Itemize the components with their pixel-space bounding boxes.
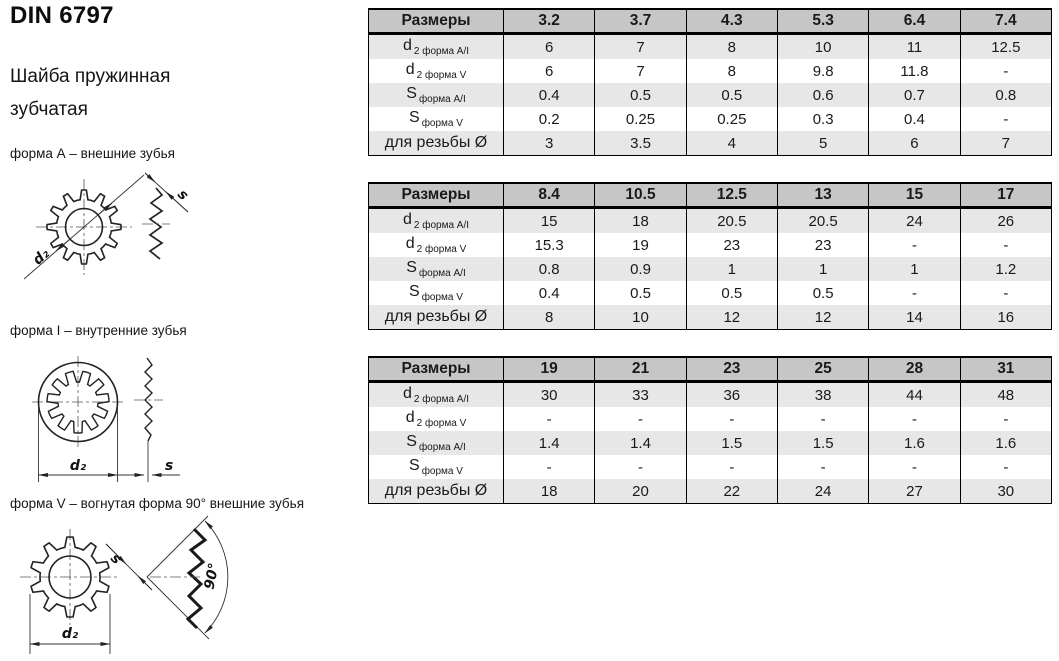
row-label: d $_{2 форма V}$: [369, 407, 504, 431]
value-cell: 33: [595, 382, 686, 408]
value-cell: -: [960, 59, 1051, 83]
value-cell: 14: [869, 305, 960, 330]
table-header-label: Размеры: [369, 9, 504, 34]
size-header: 31: [960, 357, 1051, 382]
row-label: d $_{2 форма V}$: [369, 59, 504, 83]
value-cell: 0.5: [595, 83, 686, 107]
cone-upper-edge: [147, 516, 208, 577]
size-header: 17: [960, 183, 1051, 208]
value-cell: 0.4: [869, 107, 960, 131]
size-header: 3.2: [504, 9, 595, 34]
row-label: d $_{2 форма А/I}$: [369, 208, 504, 234]
value-cell: 38: [777, 382, 868, 408]
size-header: 19: [504, 357, 595, 382]
table-row: [369, 479, 1052, 504]
s-arrow-lower: [138, 576, 152, 590]
value-cell: 23: [777, 233, 868, 257]
value-cell: 0.5: [777, 281, 868, 305]
value-cell: 0.5: [595, 281, 686, 305]
size-header: 12.5: [686, 183, 777, 208]
value-cell: -: [960, 407, 1051, 431]
value-cell: 7: [960, 131, 1051, 156]
angle-label: 90°: [201, 561, 223, 591]
size-header: 15: [869, 183, 960, 208]
value-cell: 19: [595, 233, 686, 257]
value-cell: 0.8: [960, 83, 1051, 107]
value-cell: 5: [777, 131, 868, 156]
table-row: [369, 305, 1052, 330]
value-cell: -: [869, 281, 960, 305]
table-row: [369, 131, 1052, 156]
table-row: [369, 208, 1052, 234]
row-label: для резьбы Ø: [369, 479, 504, 504]
size-header: 13: [777, 183, 868, 208]
value-cell: 1: [869, 257, 960, 281]
value-cell: 26: [960, 208, 1051, 234]
value-cell: 8: [686, 59, 777, 83]
value-cell: 9.8: [777, 59, 868, 83]
table-header-label: Размеры: [369, 357, 504, 382]
value-cell: 20.5: [686, 208, 777, 234]
s-dimension-label: s: [164, 458, 174, 474]
value-cell: -: [777, 455, 868, 479]
table-header-row: [369, 183, 1052, 208]
size-header: 7.4: [960, 9, 1051, 34]
value-cell: 18: [595, 208, 686, 234]
value-cell: 12.5: [960, 34, 1051, 60]
value-cell: 1: [686, 257, 777, 281]
value-cell: 0.9: [595, 257, 686, 281]
table-header-row: [369, 357, 1052, 382]
value-cell: -: [504, 455, 595, 479]
page-title: DIN 6797: [10, 2, 114, 29]
value-cell: -: [595, 407, 686, 431]
row-label: d $_{2 форма А/I}$: [369, 382, 504, 408]
value-cell: -: [686, 407, 777, 431]
row-label: S $_{форма А/I}$: [369, 431, 504, 455]
value-cell: 15: [504, 208, 595, 234]
value-cell: 0.25: [595, 107, 686, 131]
value-cell: 12: [686, 305, 777, 330]
row-label: для резьбы Ø: [369, 131, 504, 156]
value-cell: 18: [504, 479, 595, 504]
row-label: для резьбы Ø: [369, 305, 504, 330]
value-cell: 6: [504, 34, 595, 60]
row-label: S $_{форма V}$: [369, 281, 504, 305]
page-subtitle-line2: зубчатая: [10, 99, 88, 120]
dimensions-table-2: [368, 182, 1052, 330]
value-cell: 1: [777, 257, 868, 281]
value-cell: 24: [777, 479, 868, 504]
table-row: [369, 455, 1052, 479]
table-row: [369, 382, 1052, 408]
value-cell: 22: [686, 479, 777, 504]
value-cell: 4: [686, 131, 777, 156]
value-cell: 0.5: [686, 83, 777, 107]
table-row: [369, 34, 1052, 60]
value-cell: 6: [504, 59, 595, 83]
value-cell: 30: [504, 382, 595, 408]
value-cell: 1.4: [595, 431, 686, 455]
left-column: [0, 0, 365, 661]
d2-dimension-label: d₂: [29, 245, 53, 269]
value-cell: 11.8: [869, 59, 960, 83]
size-header: 23: [686, 357, 777, 382]
value-cell: 48: [960, 382, 1051, 408]
value-cell: 36: [686, 382, 777, 408]
size-header: 21: [595, 357, 686, 382]
table-row: [369, 59, 1052, 83]
value-cell: -: [595, 455, 686, 479]
row-label: S $_{форма V}$: [369, 107, 504, 131]
table-row: [369, 281, 1052, 305]
value-cell: 0.25: [686, 107, 777, 131]
d2-dimension-label: d₂: [61, 626, 79, 642]
value-cell: 15.3: [504, 233, 595, 257]
value-cell: 3: [504, 131, 595, 156]
value-cell: 10: [777, 34, 868, 60]
figure-a-drawing: [0, 166, 200, 326]
value-cell: -: [960, 233, 1051, 257]
value-cell: 1.5: [686, 431, 777, 455]
value-cell: -: [869, 407, 960, 431]
value-cell: 24: [869, 208, 960, 234]
value-cell: 20: [595, 479, 686, 504]
figure-v-drawing: [0, 514, 345, 661]
size-header: 6.4: [869, 9, 960, 34]
page-subtitle-line1: Шайба пружинная: [10, 66, 171, 87]
value-cell: 0.4: [504, 83, 595, 107]
value-cell: 1.6: [869, 431, 960, 455]
figure-v-caption: форма V – вогнутая форма 90° внешние зубья: [10, 496, 305, 511]
side-view-teeth-profile: [145, 358, 152, 441]
row-label: S $_{форма А/I}$: [369, 83, 504, 107]
size-header: 28: [869, 357, 960, 382]
figure-i-drawing: [0, 342, 210, 494]
row-label: S $_{форма V}$: [369, 455, 504, 479]
value-cell: 3.5: [595, 131, 686, 156]
value-cell: -: [960, 455, 1051, 479]
value-cell: 1.2: [960, 257, 1051, 281]
value-cell: 0.2: [504, 107, 595, 131]
value-cell: 0.5: [686, 281, 777, 305]
value-cell: 12: [777, 305, 868, 330]
value-cell: 0.4: [504, 281, 595, 305]
value-cell: -: [960, 281, 1051, 305]
s-dimension-label: s: [107, 550, 125, 568]
table-header-label: Размеры: [369, 183, 504, 208]
row-label: d $_{2 форма А/I}$: [369, 34, 504, 60]
value-cell: -: [686, 455, 777, 479]
size-header: 10.5: [595, 183, 686, 208]
value-cell: 0.7: [869, 83, 960, 107]
table-row: [369, 233, 1052, 257]
value-cell: -: [869, 233, 960, 257]
size-header: 25: [777, 357, 868, 382]
side-view-wave-profile: [150, 188, 162, 259]
value-cell: 6: [869, 131, 960, 156]
value-cell: 0.8: [504, 257, 595, 281]
value-cell: 27: [869, 479, 960, 504]
value-cell: 7: [595, 59, 686, 83]
table-row: [369, 257, 1052, 281]
size-header: 5.3: [777, 9, 868, 34]
value-cell: 11: [869, 34, 960, 60]
size-header: 4.3: [686, 9, 777, 34]
value-cell: -: [777, 407, 868, 431]
table-row: [369, 407, 1052, 431]
table-row: [369, 431, 1052, 455]
page-subtitle: [10, 60, 170, 126]
s-arrow-left: [145, 173, 155, 182]
value-cell: 23: [686, 233, 777, 257]
size-header: 8.4: [504, 183, 595, 208]
value-cell: 44: [869, 382, 960, 408]
value-cell: 16: [960, 305, 1051, 330]
table-row: [369, 107, 1052, 131]
figure-i-caption: форма I – внутренние зубья: [10, 323, 187, 338]
row-label: d $_{2 форма V}$: [369, 233, 504, 257]
tables-section: [368, 8, 1052, 530]
value-cell: -: [869, 455, 960, 479]
value-cell: -: [504, 407, 595, 431]
value-cell: 1.4: [504, 431, 595, 455]
value-cell: 20.5: [777, 208, 868, 234]
value-cell: 8: [504, 305, 595, 330]
figure-a-caption: форма А – внешние зубья: [10, 146, 175, 161]
s-dimension-label: s: [174, 186, 192, 204]
value-cell: 1.6: [960, 431, 1051, 455]
table-row: [369, 83, 1052, 107]
dimensions-table-1: [368, 8, 1052, 156]
value-cell: -: [960, 107, 1051, 131]
value-cell: 0.6: [777, 83, 868, 107]
value-cell: 0.3: [777, 107, 868, 131]
value-cell: 1.5: [777, 431, 868, 455]
value-cell: 10: [595, 305, 686, 330]
d2-dimension-label: d₂: [69, 458, 87, 474]
value-cell: 7: [595, 34, 686, 60]
size-header: 3.7: [595, 9, 686, 34]
value-cell: 30: [960, 479, 1051, 504]
table-header-row: [369, 9, 1052, 34]
value-cell: 8: [686, 34, 777, 60]
dimensions-table-3: [368, 356, 1052, 504]
row-label: S $_{форма А/I}$: [369, 257, 504, 281]
